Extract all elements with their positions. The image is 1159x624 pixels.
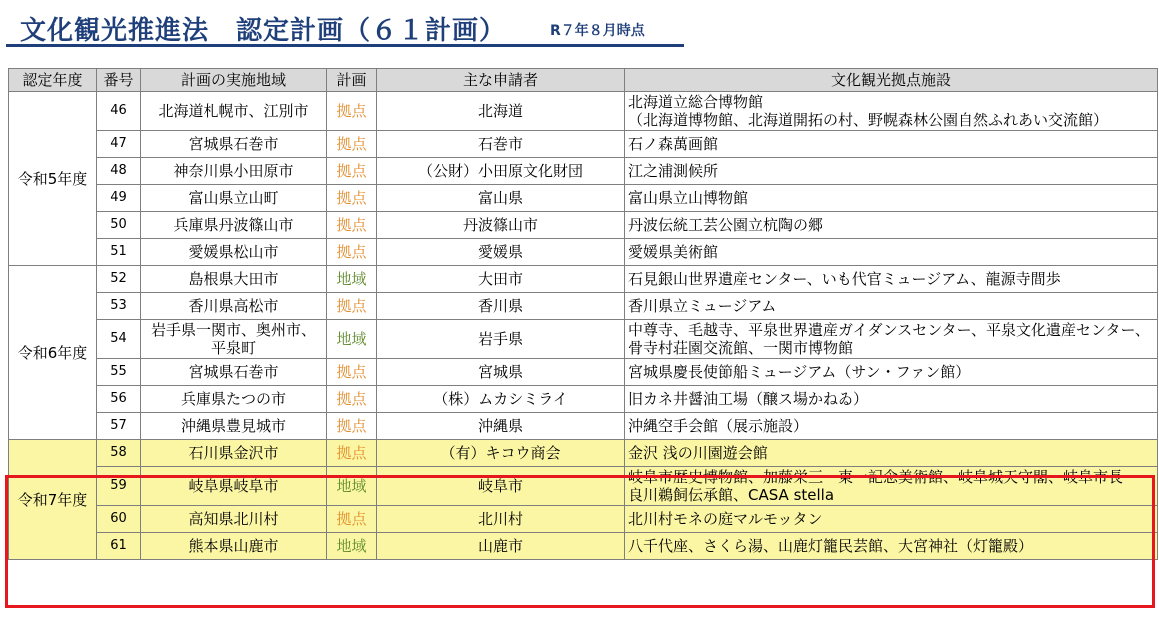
number-cell: 46 [97, 92, 141, 131]
table-row [9, 92, 1158, 131]
plan-type-cell: 拠点 [327, 92, 377, 131]
area-cell: 愛媛県松山市 [141, 239, 327, 266]
applicant-cell: 石巻市 [377, 131, 625, 158]
table-row [9, 239, 1158, 266]
header-number: 番号 [97, 69, 141, 92]
number-cell: 49 [97, 185, 141, 212]
number-cell: 58 [97, 440, 141, 467]
facility-cell: 旧カネ井醤油工場（醸ス場かねゐ） [625, 386, 1158, 413]
table-row [9, 320, 1158, 359]
plan-type-cell: 地域 [327, 533, 377, 560]
page-title: 文化観光推進法 認定計画（６１計画） [20, 16, 507, 46]
area-cell: 香川県高松市 [141, 293, 327, 320]
applicant-cell: 北川村 [377, 506, 625, 533]
number-cell: 48 [97, 158, 141, 185]
facility-cell: 石ノ森萬画館 [625, 131, 1158, 158]
number-cell: 60 [97, 506, 141, 533]
number-cell: 47 [97, 131, 141, 158]
facility-cell: 富山県立山博物館 [625, 185, 1158, 212]
applicant-cell: 沖縄県 [377, 413, 625, 440]
area-cell: 兵庫県たつの市 [141, 386, 327, 413]
plan-type-cell: 拠点 [327, 158, 377, 185]
header-year: 認定年度 [9, 69, 97, 92]
applicant-cell: 宮城県 [377, 359, 625, 386]
area-cell: 兵庫県丹波篠山市 [141, 212, 327, 239]
area-cell: 神奈川県小田原市 [141, 158, 327, 185]
area-cell: 沖縄県豊見城市 [141, 413, 327, 440]
number-cell: 55 [97, 359, 141, 386]
number-cell: 50 [97, 212, 141, 239]
area-cell: 岐阜県岐阜市 [141, 467, 327, 506]
plan-type-cell: 拠点 [327, 185, 377, 212]
plan-type-cell: 拠点 [327, 239, 377, 266]
plan-type-cell: 拠点 [327, 359, 377, 386]
number-cell: 51 [97, 239, 141, 266]
plan-type-cell: 地域 [327, 467, 377, 506]
plan-type-cell: 拠点 [327, 131, 377, 158]
facility-cell: 金沢 浅の川園遊会館 [625, 440, 1158, 467]
area-cell: 高知県北川村 [141, 506, 327, 533]
applicant-cell: 岩手県 [377, 320, 625, 359]
table-row [9, 506, 1158, 533]
plan-type-cell: 地域 [327, 320, 377, 359]
facility-cell: 愛媛県美術館 [625, 239, 1158, 266]
table-row [9, 413, 1158, 440]
area-cell: 熊本県山鹿市 [141, 533, 327, 560]
applicant-cell: （株）ムカシミライ [377, 386, 625, 413]
title-bar [6, 6, 684, 47]
applicant-cell: 大田市 [377, 266, 625, 293]
header-applicant: 主な申請者 [377, 69, 625, 92]
table-row [9, 212, 1158, 239]
plan-type-cell: 拠点 [327, 506, 377, 533]
area-cell: 石川県金沢市 [141, 440, 327, 467]
plan-type-cell: 拠点 [327, 386, 377, 413]
number-cell: 52 [97, 266, 141, 293]
table-row [9, 293, 1158, 320]
header-area: 計画の実施地域 [141, 69, 327, 92]
plan-type-cell: 地域 [327, 266, 377, 293]
area-cell: 北海道札幌市、江別市 [141, 92, 327, 131]
table-header [9, 69, 1158, 92]
plans-table [8, 68, 1158, 560]
table-row [9, 467, 1158, 506]
applicant-cell: 山鹿市 [377, 533, 625, 560]
table-row [9, 158, 1158, 185]
area-cell: 島根県大田市 [141, 266, 327, 293]
facility-cell: 丹波伝統工芸公園立杭陶の郷 [625, 212, 1158, 239]
table-row [9, 131, 1158, 158]
table-row [9, 266, 1158, 293]
facility-cell: 北海道立総合博物館 （北海道博物館、北海道開拓の村、野幌森林公園自然ふれあい交流館） [625, 92, 1158, 131]
table-row [9, 533, 1158, 560]
year-cell: 令和7年度 [9, 440, 97, 560]
number-cell: 53 [97, 293, 141, 320]
applicant-cell: 岐阜市 [377, 467, 625, 506]
applicant-cell: 丹波篠山市 [377, 212, 625, 239]
number-cell: 57 [97, 413, 141, 440]
area-cell: 岩手県一関市、奥州市、 平泉町 [141, 320, 327, 359]
facility-cell: 中尊寺、毛越寺、平泉世界遺産ガイダンスセンター、平泉文化遺産センター、 骨寺村荘園交流館、一関市博物館 [625, 320, 1158, 359]
table-row [9, 185, 1158, 212]
area-cell: 宮城県石巻市 [141, 131, 327, 158]
plan-type-cell: 拠点 [327, 293, 377, 320]
applicant-cell: （公財）小田原文化財団 [377, 158, 625, 185]
table-row [9, 440, 1158, 467]
plan-type-cell: 拠点 [327, 413, 377, 440]
number-cell: 59 [97, 467, 141, 506]
year-cell: 令和5年度 [9, 92, 97, 266]
facility-cell: 沖縄空手会館（展示施設） [625, 413, 1158, 440]
table-row [9, 386, 1158, 413]
facility-cell: 江之浦測候所 [625, 158, 1158, 185]
header-facility: 文化観光拠点施設 [625, 69, 1158, 92]
table-row [9, 359, 1158, 386]
facility-cell: 岐阜市歴史博物館、加藤栄三・東一記念美術館、岐阜城天守閣、岐阜市長 良川鵜飼伝承館、CASA stella [625, 467, 1158, 506]
year-cell: 令和6年度 [9, 266, 97, 440]
number-cell: 54 [97, 320, 141, 359]
facility-cell: 宮城県慶長使節船ミュージアム（サン・ファン館） [625, 359, 1158, 386]
area-cell: 富山県立山町 [141, 185, 327, 212]
applicant-cell: 香川県 [377, 293, 625, 320]
number-cell: 61 [97, 533, 141, 560]
plan-type-cell: 拠点 [327, 440, 377, 467]
facility-cell: 香川県立ミュージアム [625, 293, 1158, 320]
number-cell: 56 [97, 386, 141, 413]
facility-cell: 北川村モネの庭マルモッタン [625, 506, 1158, 533]
plan-type-cell: 拠点 [327, 212, 377, 239]
applicant-cell: 富山県 [377, 185, 625, 212]
applicant-cell: 愛媛県 [377, 239, 625, 266]
as-of-date: R７年８月時点 [550, 23, 645, 39]
applicant-cell: 北海道 [377, 92, 625, 131]
applicant-cell: （有）キコウ商会 [377, 440, 625, 467]
header-plan-type: 計画 [327, 69, 377, 92]
facility-cell: 八千代座、さくら湯、山鹿灯籠民芸館、大宮神社（灯籠殿） [625, 533, 1158, 560]
facility-cell: 石見銀山世界遺産センター、いも代官ミュージアム、龍源寺間歩 [625, 266, 1158, 293]
area-cell: 宮城県石巻市 [141, 359, 327, 386]
